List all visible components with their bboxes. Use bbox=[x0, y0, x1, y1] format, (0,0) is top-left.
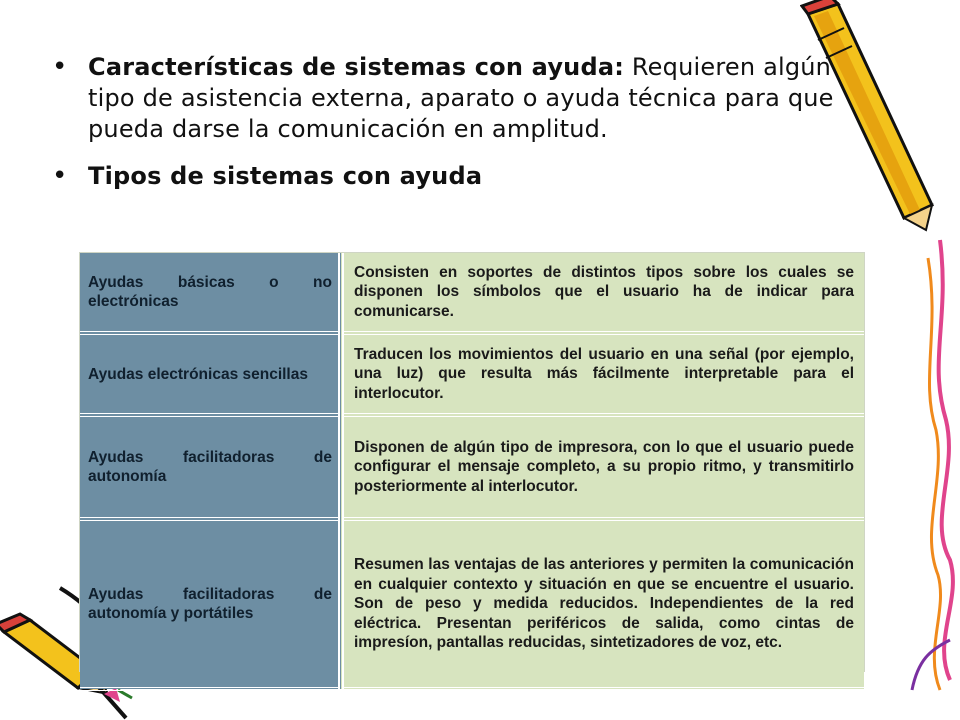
aid-description-cell: Disponen de algún tipo de impresora, con lo que el usuario puede configurar el mensaje completo, a su propio ritmo, y transmitirlo posteriormente al interlocutor. bbox=[341, 415, 864, 519]
aid-types-grid bbox=[80, 253, 864, 691]
table-row bbox=[80, 333, 864, 415]
table-row bbox=[80, 415, 864, 519]
bullet-lead: Características de sistemas con ayuda: bbox=[88, 53, 625, 81]
bullet-lead: Tipos de sistemas con ayuda bbox=[88, 162, 483, 190]
table-row bbox=[80, 253, 864, 333]
aid-description-cell: Traducen los movimientos del usuario en una señal (por ejemplo, una luz) que resulta más fácilmente interpretable para el interlocutor. bbox=[341, 333, 864, 415]
aid-systems-table bbox=[80, 253, 864, 671]
aid-description-cell: Resumen las ventajas de las anteriores y permiten la comunicación en cualquier contexto y situación en que se encuentre el usuario. Son de peso y medida reducidos. Independientes de la red eléctrica. Presentan periféricos de salida, como cintas de impresíon, pantallas reducidas, sintetizadores de voz, etc. bbox=[341, 519, 864, 689]
aid-type-cell: Ayudas básicas o no electrónicas bbox=[80, 253, 341, 333]
aid-type-cell: Ayudas facilitadoras de autonomía y portátiles bbox=[80, 519, 341, 689]
aid-description-cell: Consisten en soportes de distintos tipos sobre los cuales se disponen los símbolos que el usuario ha de indicar para comunicarse. bbox=[341, 253, 864, 333]
bullet-marker: • bbox=[52, 52, 68, 82]
bullet-characteristics bbox=[50, 52, 840, 145]
bullet-marker: • bbox=[52, 161, 68, 191]
bullet-text: Requieren algún tipo de asistencia externa, aparato o ayuda técnica para que pueda darse la comunicación en amplitud. bbox=[88, 53, 834, 143]
bullet-list bbox=[50, 52, 840, 192]
table-row bbox=[80, 519, 864, 689]
aid-type-cell: Ayudas electrónicas sencillas bbox=[80, 333, 341, 415]
aid-type-cell: Ayudas facilitadoras de autonomía bbox=[80, 415, 341, 519]
bullet-types bbox=[50, 161, 840, 192]
